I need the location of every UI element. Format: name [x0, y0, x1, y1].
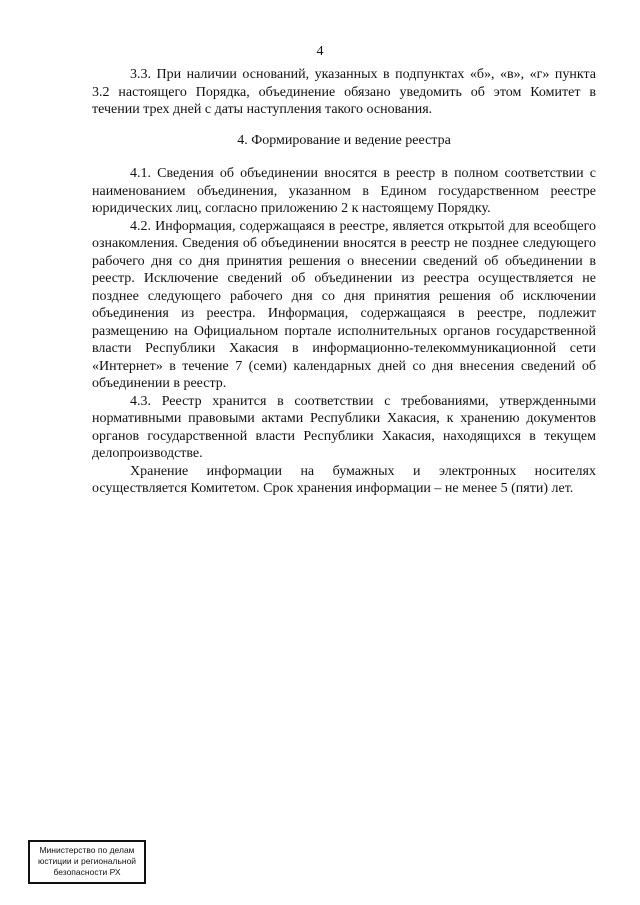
paragraph-storage: Хранение информации на бумажных и электронных носителях осуществляется Комитетом. Срок хранения информации – не менее 5 (пяти) лет. [92, 463, 596, 496]
paragraph-4-3: 4.3. Реестр хранится в соответствии с требованиями, утвержденными нормативными правовыми актами Республики Хакасия, к хранению документов органов государственной власти Республики Хакасия, находящихся в текущем делопроизводстве. [92, 393, 596, 461]
paragraph-4-2: 4.2. Информация, содержащаяся в реестре, является открытой для всеобщего ознакомления. Сведения об объединении вносятся в реестр не позднее следующего рабочего дня со дня принятия решения о внесении сведений об объединении в реестр. Исключение сведений об объединении из реестра осуществляется не позднее следующего рабочего дня со дня принятия решения об исключении объединения из реестра. Информация, содержащаяся в реестре, подлежит размещению на Официальном портале исполнительных органов государственной власти Республики Хакасия в информационно-телекоммуникационной сети «Интернет» в течение 7 (семи) календарных дней со дня внесения сведений об объединении в реестр. [92, 218, 596, 391]
paragraph-4-1: 4.1. Сведения об объединении вносятся в реестр в полном соответствии с наименованием объединения, указанном в Едином государственном реестре юридических лиц, согласно приложению 2 к настоящему Порядку. [92, 166, 596, 216]
paragraph-3-3: 3.3. При наличии оснований, указанных в подпунктах «б», «в», «г» пункта 3.2 настоящего Порядка, объединение обязано уведомить об этом Комитет в течении трех дней с даты наступления такого основания. [92, 67, 596, 117]
page-number: 4 [316, 44, 324, 59]
ministry-stamp [28, 840, 146, 884]
stamp-line-1: Министерство по делам [39, 845, 135, 855]
document-body [92, 66, 596, 498]
section-heading: 4. Формирование и ведение реестра [237, 132, 451, 148]
stamp-line-2: юстиции и региональной [37, 856, 137, 866]
stamp-line-3: безопасности РХ [53, 867, 121, 877]
